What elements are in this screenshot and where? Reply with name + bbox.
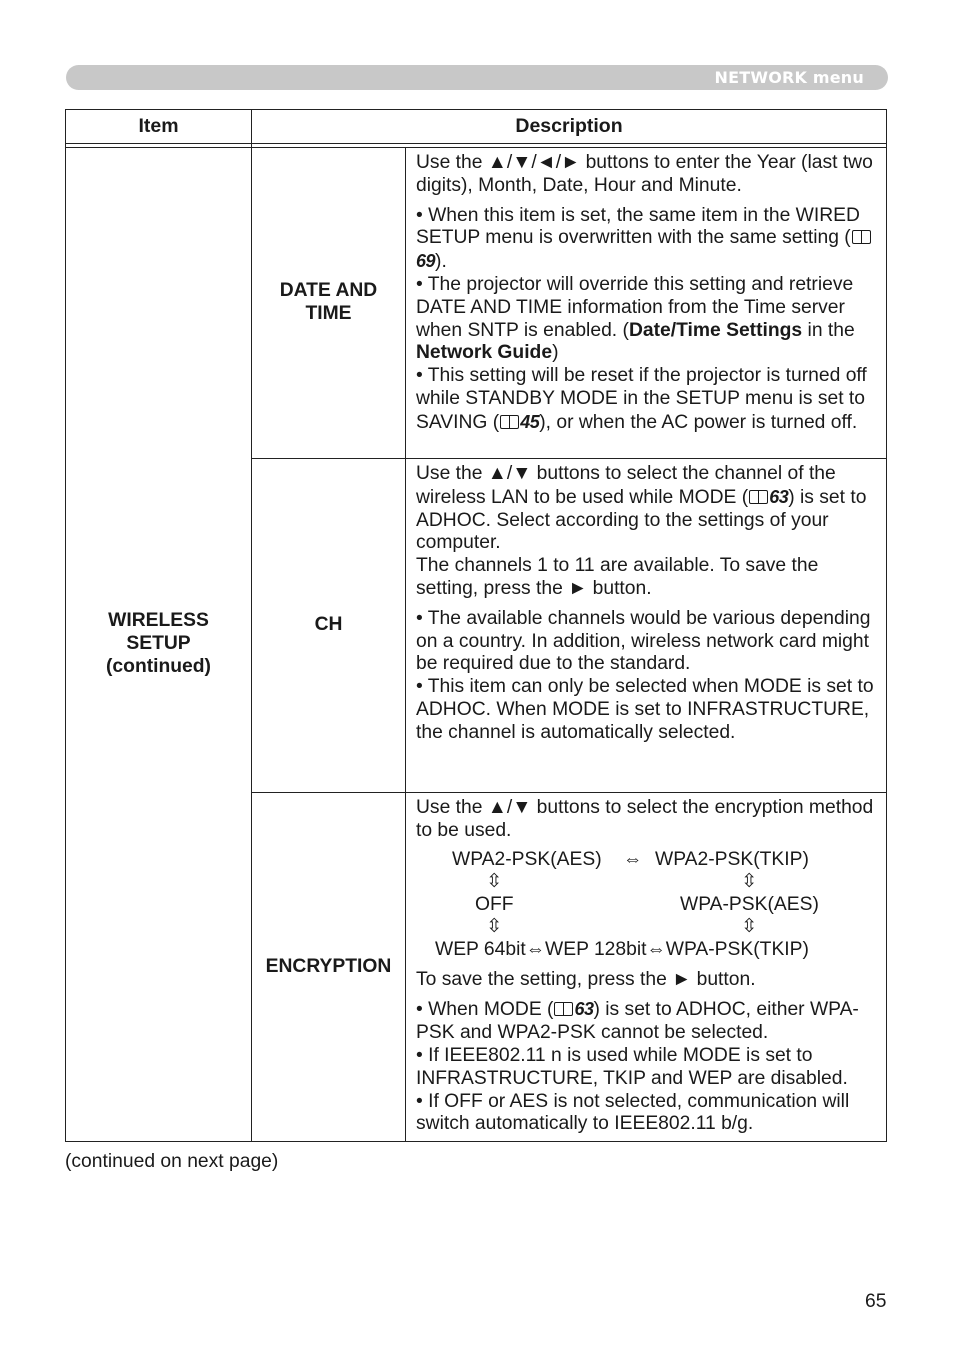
desc-bullet: • If OFF or AES is not selected, communication will switch automatically to IEEE802.11 b/g. xyxy=(416,1090,850,1135)
table-row-date-time xyxy=(66,148,887,459)
table-header-row xyxy=(66,110,887,144)
flow-bottom-line: WEP 64bit⇔WEP 128bit⇔WPA-PSK(TKIP) xyxy=(435,938,809,960)
flow-off: OFF xyxy=(475,893,514,915)
up-down-arrow-icon: ⇳ xyxy=(741,915,758,937)
desc-date-and-time xyxy=(406,148,887,459)
desc-paragraph: Use the ▲/▼/◄/► buttons to enter the Year (last two digits), Month, Date, Hour and Minute. xyxy=(416,152,873,196)
menu-table xyxy=(65,109,887,1142)
desc-bullet: • When MODE ( 63) is set to ADHOC, either WPA-PSK and WPA2-PSK cannot be selected. xyxy=(416,999,859,1044)
desc-bullet: • The projector will override this setting and retrieve DATE AND TIME information from the Time server when SNTP is enabled. (Date/Time Settings in the Network Guide) xyxy=(416,273,855,364)
page-ref: 45 xyxy=(520,411,540,432)
up-down-arrow-icon: ⇳ xyxy=(486,915,503,937)
item-label-line2: SETUP xyxy=(126,633,191,655)
flow-wpa2-psk-aes: WPA2-PSK(AES) xyxy=(452,848,602,870)
flow-wpa2-psk-tkip: WPA2-PSK(TKIP) xyxy=(655,848,809,870)
up-down-arrow-icon: ⇳ xyxy=(741,870,758,892)
book-reference-icon xyxy=(499,414,519,430)
page-ref: 63 xyxy=(574,999,594,1020)
item-label-line1: WIRELESS xyxy=(108,610,209,632)
encryption-flow-diagram xyxy=(416,849,878,969)
desc-bullet: • When this item is set, the same item in the WIRED SETUP menu is overwritten with the same setting (69). xyxy=(416,205,878,274)
page-ref: 63 xyxy=(769,486,789,507)
desc-ch xyxy=(406,459,887,793)
desc-paragraph: Use the ▲/▼ buttons to select the encryption method to be used. xyxy=(416,797,874,841)
section-header-bar xyxy=(66,65,888,90)
up-down-arrow-icon: ⇳ xyxy=(486,870,503,892)
section-label: NETWORK menu xyxy=(714,68,864,87)
page-number: 65 xyxy=(865,1291,887,1312)
item-label-line3: (continued) xyxy=(106,655,211,677)
desc-bullet: • The available channels would be various depending on a country. In addition, wireless network card might be required due to the standard. xyxy=(416,607,871,675)
book-reference-icon xyxy=(748,489,768,505)
subitem-date-and-time: DATE AND TIME xyxy=(252,148,406,459)
col-header-description: Description xyxy=(252,110,887,144)
desc-bullet: • This setting will be reset if the projector is turned off while STANDBY MODE in the SETUP menu is set to SAVING ( 45), or when the AC power is turned off. xyxy=(416,365,867,433)
page-ref: 69 xyxy=(416,251,436,272)
left-right-arrow-icon: ⇔ xyxy=(623,848,643,870)
subitem-encryption: ENCRYPTION xyxy=(252,793,406,1142)
desc-paragraph: The channels 1 to 11 are available. To save the setting, press the ► button. xyxy=(416,555,819,599)
subitem-ch: CH xyxy=(252,459,406,793)
desc-paragraph: Use the ▲/▼ buttons to select the channel of the wireless LAN to be used while MODE ( 63) is set to ADHOC. Select according to the settings of your computer. xyxy=(416,463,867,554)
desc-paragraph: To save the setting, press the ► button. xyxy=(416,968,756,990)
book-reference-icon xyxy=(553,1001,573,1017)
desc-encryption xyxy=(406,793,887,1142)
col-header-item: Item xyxy=(66,110,252,144)
item-wireless-setup xyxy=(66,148,252,1142)
desc-bullet: • If IEEE802.11 n is used while MODE is set to INFRASTRUCTURE, TKIP and WEP are disabled. xyxy=(416,1044,848,1089)
continued-note: (continued on next page) xyxy=(65,1151,279,1172)
book-reference-icon xyxy=(851,229,871,245)
flow-wpa-psk-aes: WPA-PSK(AES) xyxy=(680,893,819,915)
desc-bullet: • This item can only be selected when MODE is set to ADHOC. When MODE is set to INFRASTRUCTURE, the channel is automatically selected. xyxy=(416,676,874,743)
